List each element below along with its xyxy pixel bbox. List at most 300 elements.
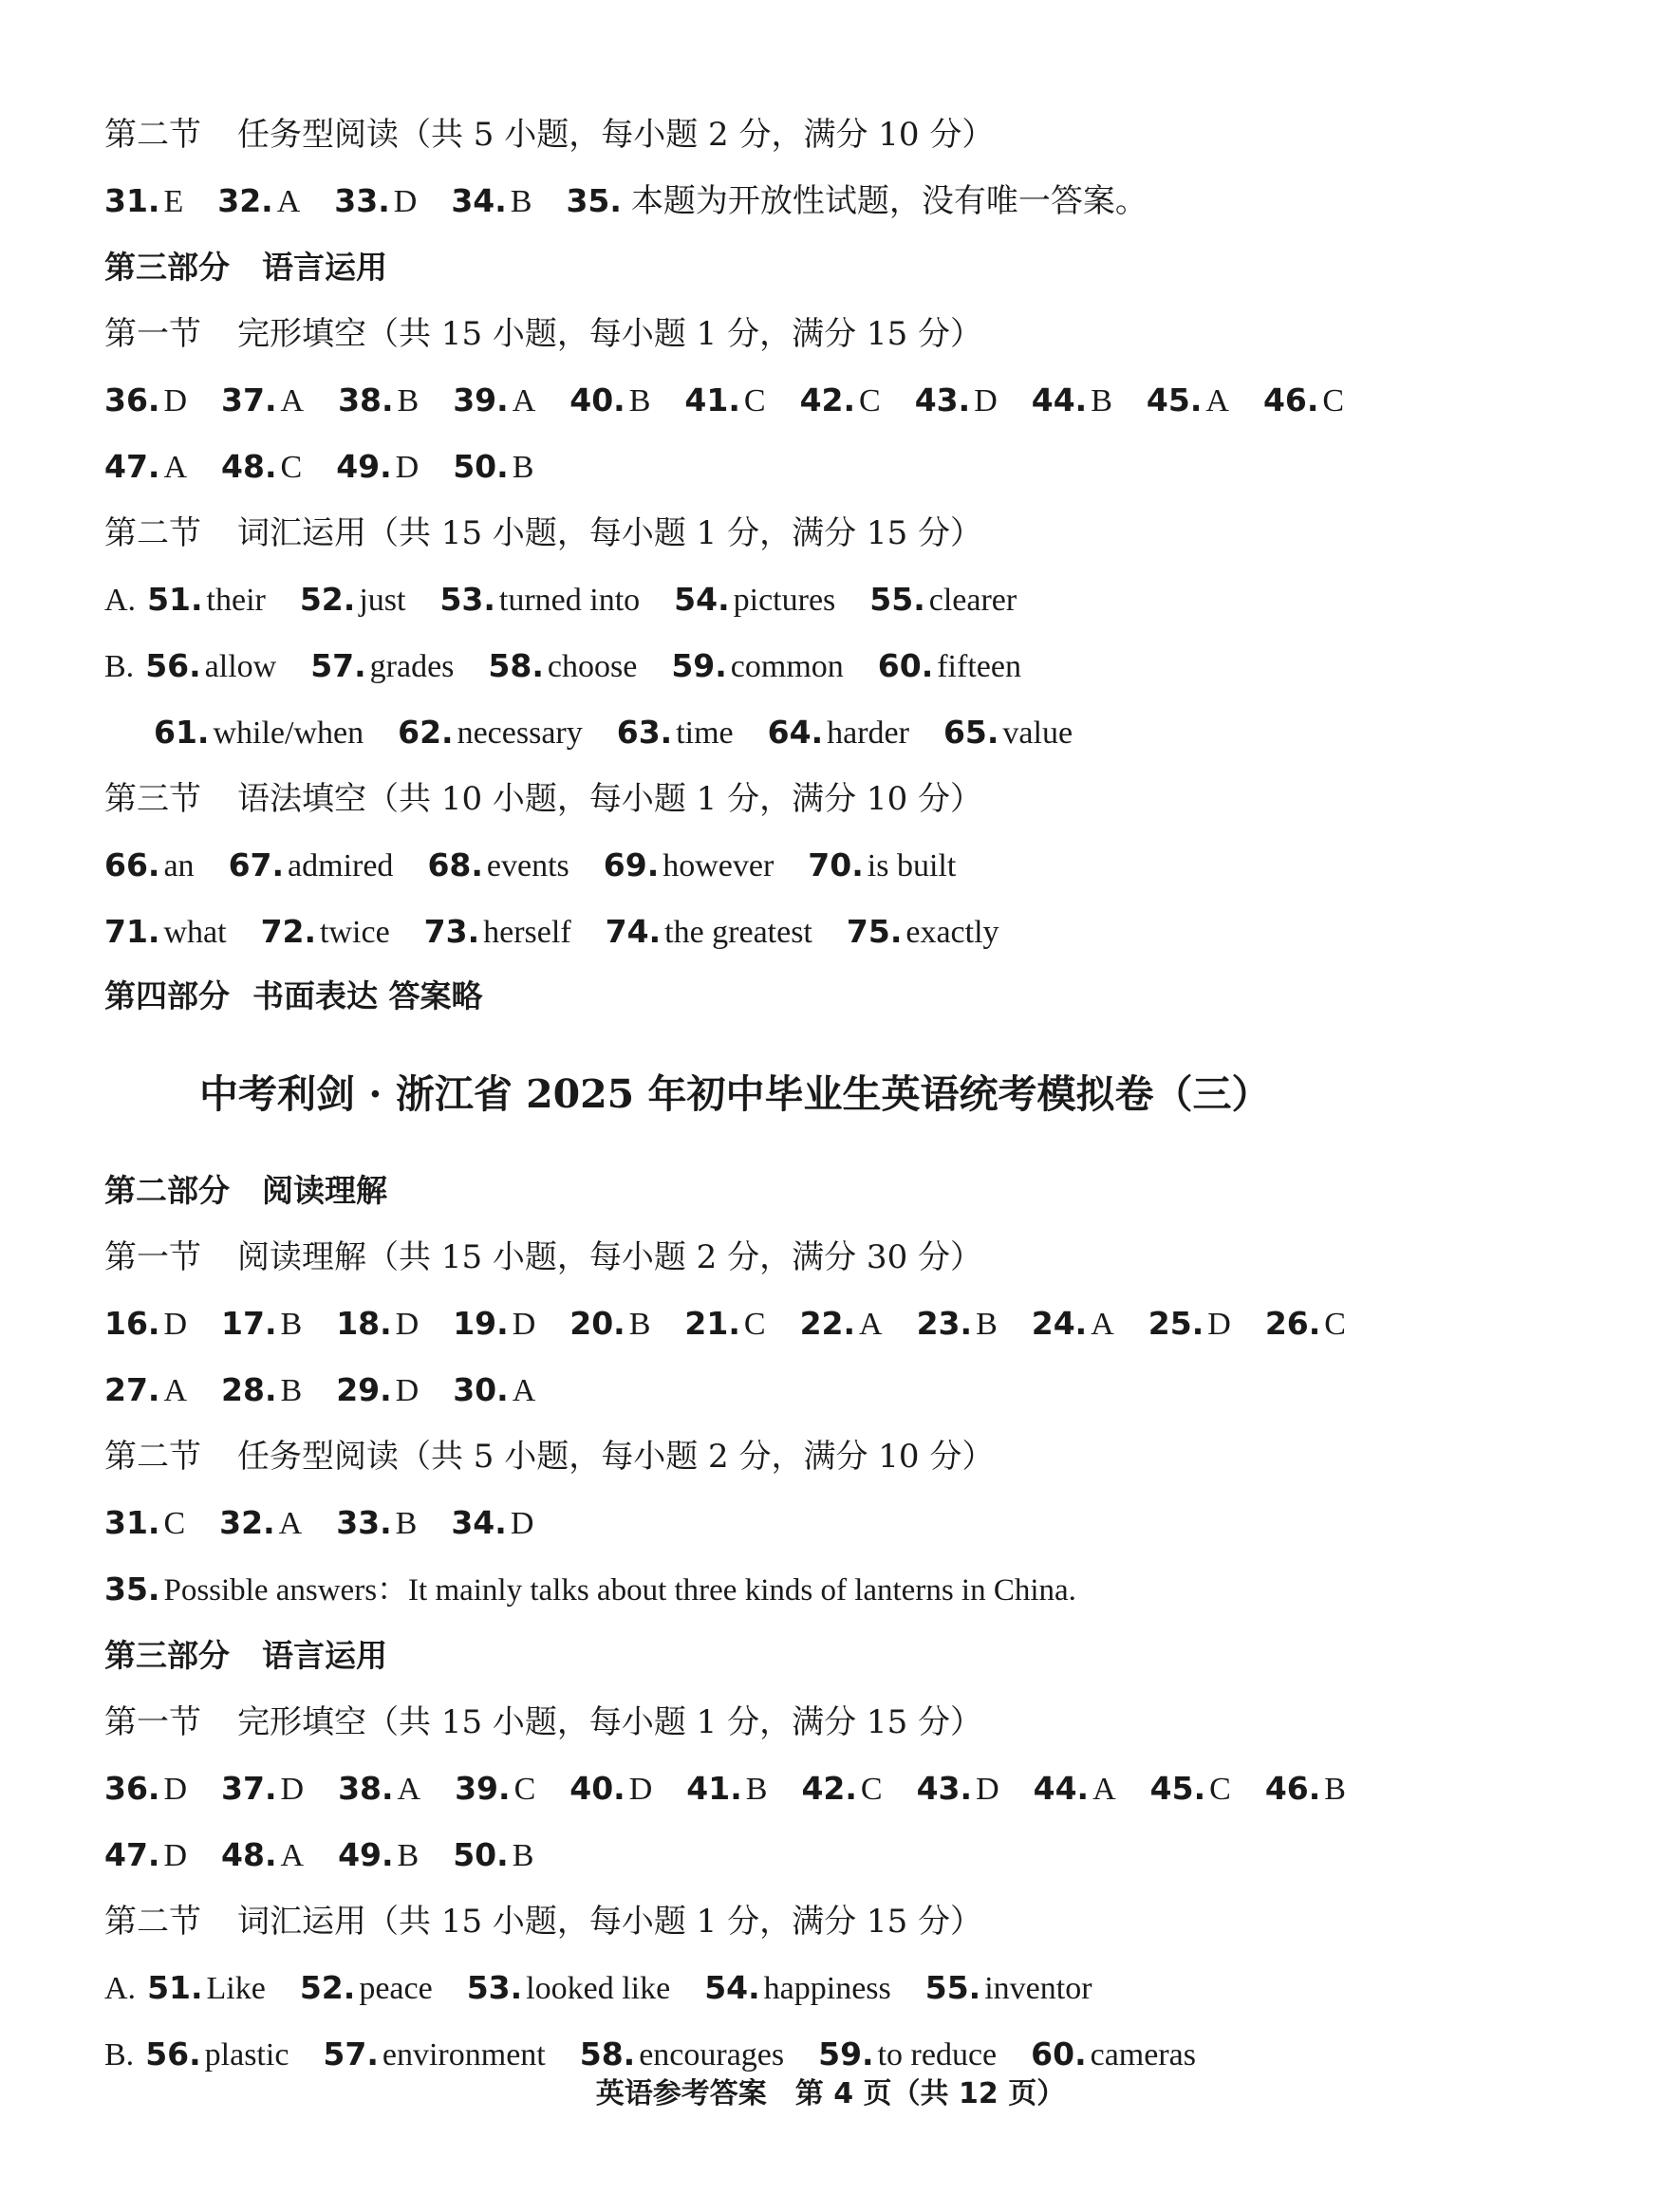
answer-value: grades bbox=[369, 649, 455, 684]
answer-item bbox=[1148, 1295, 1231, 1353]
answer-item bbox=[221, 372, 304, 430]
answer-value: however bbox=[663, 848, 775, 883]
part-heading: 第二部分 bbox=[104, 1172, 230, 1209]
answers-line bbox=[104, 438, 568, 495]
question-number: 46. bbox=[1264, 1770, 1321, 1807]
question-number: 63. bbox=[616, 714, 673, 751]
question-number: 42. bbox=[801, 1770, 857, 1807]
answer-value: D bbox=[976, 1772, 999, 1807]
answer-item bbox=[808, 837, 956, 895]
part-title: 书面表达 答案略 bbox=[252, 977, 483, 1014]
question-number: 25. bbox=[1148, 1305, 1204, 1342]
answer-value: D bbox=[395, 1373, 420, 1408]
answer-value: B bbox=[280, 1307, 303, 1342]
answer-item bbox=[336, 1295, 419, 1353]
question-number: 45. bbox=[1149, 1770, 1206, 1807]
answer-value: A bbox=[1092, 1772, 1116, 1807]
answer-value: encourages bbox=[639, 2037, 785, 2073]
question-number: 59. bbox=[818, 2035, 874, 2073]
question-number: 72. bbox=[260, 913, 317, 950]
answer-item bbox=[300, 571, 406, 629]
question-number: 37. bbox=[221, 1770, 277, 1807]
question-number: 32. bbox=[217, 182, 273, 219]
answer-item bbox=[427, 837, 569, 895]
question-number: 42. bbox=[799, 381, 856, 418]
question-number: 23. bbox=[916, 1305, 973, 1342]
answer-value: A bbox=[1091, 1307, 1114, 1342]
answer-item bbox=[451, 1495, 533, 1552]
answers-line bbox=[104, 1295, 1380, 1352]
section-line bbox=[104, 1694, 982, 1751]
answer-value: A bbox=[512, 383, 536, 418]
answer-item bbox=[801, 1760, 882, 1818]
answer-item bbox=[336, 438, 419, 496]
answer-item bbox=[221, 1827, 304, 1885]
answer-value: C bbox=[860, 1772, 883, 1807]
answer-value: C bbox=[1209, 1772, 1231, 1807]
answer-value: events bbox=[486, 848, 569, 883]
answer-value: D bbox=[510, 1506, 534, 1541]
answer-item bbox=[221, 1760, 304, 1818]
section-line bbox=[104, 1893, 982, 1950]
answer-item bbox=[334, 173, 417, 231]
answer-item bbox=[424, 903, 571, 961]
answer-item bbox=[147, 571, 266, 629]
answer-item bbox=[800, 1295, 883, 1353]
question-number: 31. bbox=[104, 1504, 160, 1541]
question-number: 62. bbox=[398, 714, 454, 751]
answer-item bbox=[104, 173, 183, 231]
answer-value: D bbox=[163, 1838, 188, 1873]
answer-item bbox=[221, 1362, 302, 1420]
answer-value: A bbox=[280, 383, 305, 418]
answer-item bbox=[566, 173, 1147, 230]
question-number: 68. bbox=[427, 846, 483, 883]
answer-value: common bbox=[730, 649, 844, 684]
part-title: 语言运用 bbox=[262, 1637, 387, 1674]
answer-value: to reduce bbox=[877, 2037, 998, 2073]
answer-item bbox=[917, 1295, 998, 1353]
answer-item bbox=[145, 638, 276, 696]
section-line bbox=[104, 1428, 994, 1485]
possible-answer: Possible answers：It mainly talks about three kinds of lanterns in China. bbox=[163, 1573, 1076, 1608]
answer-item bbox=[1034, 1760, 1116, 1818]
part-heading: 第四部分 bbox=[104, 977, 230, 1014]
question-number: 19. bbox=[453, 1305, 509, 1342]
section-label: 第二节 bbox=[104, 116, 201, 154]
question-number: 60. bbox=[1031, 2035, 1087, 2073]
answer-item bbox=[147, 1960, 266, 2017]
answer-value: B bbox=[510, 184, 532, 219]
answer-value: twice bbox=[320, 915, 390, 950]
section-line bbox=[104, 106, 994, 163]
answer-item bbox=[686, 1760, 767, 1818]
question-number: 47. bbox=[104, 1836, 160, 1873]
answer-value: D bbox=[1207, 1307, 1231, 1342]
heading-line bbox=[104, 968, 483, 1025]
answer-value: plastic bbox=[204, 2037, 289, 2073]
answer-item bbox=[453, 1295, 535, 1353]
question-number: 57. bbox=[323, 2035, 379, 2073]
answer-item bbox=[943, 704, 1073, 762]
section-line bbox=[104, 771, 982, 827]
answer-value: B bbox=[1091, 383, 1112, 418]
answer-item bbox=[604, 837, 775, 895]
answers-line bbox=[104, 1760, 1380, 1817]
answer-value: C bbox=[163, 1506, 186, 1541]
question-number: 21. bbox=[684, 1305, 740, 1342]
question-number: 38. bbox=[338, 381, 394, 418]
answer-value: an bbox=[163, 848, 195, 883]
answer-value: D bbox=[393, 184, 418, 219]
answer-item bbox=[300, 1960, 433, 2017]
answer-value: C bbox=[1324, 1307, 1346, 1342]
section-desc: 完形填空（共 15 小题，每小题 1 分，满分 15 分） bbox=[237, 315, 983, 353]
answers-line bbox=[104, 1827, 568, 1884]
answer-value: D bbox=[163, 383, 188, 418]
answer-value: B bbox=[976, 1307, 998, 1342]
answer-value: B bbox=[745, 1772, 768, 1807]
answer-item bbox=[915, 372, 998, 430]
question-number: 57. bbox=[310, 647, 366, 684]
question-number: 69. bbox=[603, 846, 660, 883]
answer-value: the greatest bbox=[664, 915, 812, 950]
heading-line bbox=[104, 1162, 387, 1219]
question-number: 40. bbox=[569, 381, 625, 418]
answer-item bbox=[338, 1827, 419, 1885]
question-number: 32. bbox=[219, 1504, 275, 1541]
answer-item bbox=[455, 1760, 535, 1818]
section-desc: 任务型阅读（共 5 小题，每小题 2 分，满分 10 分） bbox=[237, 116, 995, 154]
answer-value: A bbox=[278, 1506, 303, 1541]
answer-value: B bbox=[628, 1307, 651, 1342]
answer-item bbox=[338, 1760, 420, 1818]
answer-item bbox=[606, 903, 812, 961]
answer-value: B bbox=[1324, 1772, 1346, 1807]
answer-item bbox=[104, 372, 187, 430]
question-number: 43. bbox=[914, 381, 971, 418]
heading-line bbox=[104, 239, 387, 296]
answer-value: herself bbox=[483, 915, 571, 950]
answer-value: environment bbox=[382, 2037, 546, 2073]
answer-item bbox=[104, 1827, 187, 1885]
answer-item bbox=[800, 372, 881, 430]
question-number: 41. bbox=[686, 1770, 742, 1807]
answer-value: cameras bbox=[1090, 2037, 1196, 2073]
answer-value: necessary bbox=[457, 716, 583, 751]
section-label: 第三节 bbox=[104, 780, 201, 818]
question-number: 47. bbox=[104, 448, 160, 485]
answer-value: A bbox=[859, 1307, 883, 1342]
answer-item bbox=[1032, 1295, 1114, 1353]
answer-value: D bbox=[395, 450, 420, 485]
answer-item bbox=[453, 372, 535, 430]
question-number: 17. bbox=[221, 1305, 277, 1342]
answer-item bbox=[451, 173, 532, 231]
answer-value: C bbox=[859, 383, 881, 418]
answer-item bbox=[217, 173, 300, 231]
answer-item bbox=[925, 1960, 1092, 2017]
question-number: 38. bbox=[338, 1770, 394, 1807]
answer-value: turned into bbox=[498, 583, 641, 618]
answer-item bbox=[1032, 372, 1112, 430]
question-number: 26. bbox=[1264, 1305, 1321, 1342]
question-number: 18. bbox=[336, 1305, 392, 1342]
answers-line bbox=[104, 372, 1378, 429]
question-number: 70. bbox=[808, 846, 864, 883]
section-desc: 任务型阅读（共 5 小题，每小题 2 分，满分 10 分） bbox=[237, 1438, 995, 1476]
question-number: 24. bbox=[1031, 1305, 1088, 1342]
answer-value: choose bbox=[547, 649, 638, 684]
question-number: 29. bbox=[336, 1371, 392, 1408]
question-number: 75. bbox=[846, 913, 903, 950]
question-number: 64. bbox=[767, 714, 824, 751]
answers-line bbox=[104, 173, 1182, 230]
question-number: 20. bbox=[569, 1305, 625, 1342]
answer-item bbox=[467, 1960, 671, 2017]
section-desc: 阅读理解（共 15 小题，每小题 2 分，满分 30 分） bbox=[237, 1238, 983, 1276]
answer-item bbox=[261, 903, 390, 961]
question-number: 33. bbox=[334, 182, 390, 219]
question-number: 56. bbox=[145, 647, 201, 684]
answer-value: value bbox=[1002, 716, 1073, 751]
answer-value: harder bbox=[827, 716, 909, 751]
question-number: 16. bbox=[104, 1305, 160, 1342]
answer-value: A bbox=[1205, 383, 1229, 418]
answer-value: D bbox=[395, 1307, 420, 1342]
possible-line bbox=[104, 1561, 1076, 1618]
answer-item bbox=[221, 438, 302, 496]
answer-item bbox=[104, 1362, 187, 1420]
answers-line bbox=[104, 903, 1034, 960]
exam-title: 中考利剑 · 浙江省 2025 年初中毕业生英语统考模拟卷（三） bbox=[199, 1071, 1271, 1117]
answer-value: C bbox=[1322, 383, 1345, 418]
question-number: 35. bbox=[566, 182, 622, 219]
answer-item bbox=[1265, 1760, 1346, 1818]
section-label: 第二节 bbox=[104, 1438, 201, 1476]
answers-line bbox=[104, 638, 1055, 695]
question-number: 37. bbox=[221, 381, 277, 418]
answer-item bbox=[229, 837, 394, 895]
question-number: 30. bbox=[453, 1371, 509, 1408]
answer-value: pictures bbox=[733, 583, 836, 618]
question-number: 22. bbox=[799, 1305, 856, 1342]
answer-item bbox=[704, 1960, 891, 2017]
answer-item bbox=[617, 704, 734, 762]
answer-item bbox=[1263, 372, 1344, 430]
answer-value: exactly bbox=[905, 915, 999, 950]
answer-value: admired bbox=[288, 848, 394, 883]
question-number: 65. bbox=[942, 714, 999, 751]
answer-value: their bbox=[206, 583, 266, 618]
part-heading: 第三部分 bbox=[104, 1637, 230, 1674]
section-label: 第一节 bbox=[104, 1238, 201, 1276]
question-number: 46. bbox=[1262, 381, 1319, 418]
answer-item bbox=[398, 704, 583, 762]
question-number: 43. bbox=[916, 1770, 973, 1807]
answer-item bbox=[453, 1362, 535, 1420]
question-number: 49. bbox=[336, 448, 392, 485]
answer-value: D bbox=[974, 383, 998, 418]
question-number: 34. bbox=[451, 1504, 507, 1541]
question-number: 40. bbox=[569, 1770, 625, 1807]
section-line bbox=[104, 505, 982, 562]
answer-value: peace bbox=[359, 1971, 433, 2006]
question-number: 45. bbox=[1146, 381, 1203, 418]
question-number: 44. bbox=[1031, 381, 1088, 418]
answer-value: D bbox=[163, 1307, 188, 1342]
subsection-prefix: A. bbox=[104, 1971, 137, 2006]
question-number: 48. bbox=[221, 448, 277, 485]
question-number: 52. bbox=[299, 581, 356, 618]
question-number: 27. bbox=[104, 1371, 160, 1408]
question-number: 55. bbox=[924, 1969, 981, 2006]
answer-value: while/when bbox=[213, 716, 364, 751]
question-number: 51. bbox=[147, 581, 203, 618]
answer-item bbox=[104, 438, 187, 496]
question-number: 41. bbox=[684, 381, 740, 418]
answer-value: happiness bbox=[763, 1971, 891, 2006]
question-number: 60. bbox=[877, 647, 934, 684]
answer-item bbox=[336, 1495, 417, 1552]
answer-value: looked like bbox=[526, 1971, 671, 2006]
answer-value: is built bbox=[867, 848, 957, 883]
section-line bbox=[104, 1229, 982, 1286]
answer-item bbox=[154, 704, 364, 762]
answer-value: A bbox=[163, 1373, 188, 1408]
answer-value: A bbox=[512, 1373, 536, 1408]
answer-item bbox=[674, 571, 835, 629]
answer-value: clearer bbox=[928, 583, 1017, 618]
section-desc: 词汇运用（共 15 小题，每小题 1 分，满分 15 分） bbox=[237, 514, 983, 552]
answer-value: Like bbox=[206, 1971, 266, 2006]
answer-value: B bbox=[512, 1838, 534, 1873]
question-number: 35. bbox=[104, 1571, 160, 1608]
answer-item bbox=[878, 638, 1021, 696]
question-number: 54. bbox=[674, 581, 730, 618]
section-line bbox=[104, 306, 982, 362]
answer-value: allow bbox=[204, 649, 277, 684]
answer-item bbox=[310, 638, 454, 696]
answer-value: inventor bbox=[984, 1971, 1092, 2006]
answer-value: B bbox=[512, 450, 534, 485]
answer-item bbox=[569, 1760, 652, 1818]
question-number: 50. bbox=[453, 1836, 509, 1873]
answer-item bbox=[847, 903, 999, 961]
question-number: 49. bbox=[338, 1836, 394, 1873]
answer-item bbox=[869, 571, 1017, 629]
subsection-prefix: A. bbox=[104, 583, 137, 618]
answer-value: 本题为开放性试题，没有唯一答案。 bbox=[630, 182, 1148, 220]
answer-item bbox=[488, 638, 637, 696]
answers-line bbox=[104, 1495, 568, 1552]
answer-value: A bbox=[163, 450, 188, 485]
answer-value: fifteen bbox=[937, 649, 1021, 684]
answer-item bbox=[221, 1295, 302, 1353]
question-number: 74. bbox=[605, 913, 662, 950]
part-heading: 第三部分 bbox=[104, 249, 230, 286]
answers-line bbox=[154, 704, 1107, 761]
answer-value: A bbox=[397, 1772, 421, 1807]
answer-value: what bbox=[163, 915, 227, 950]
answer-item bbox=[1147, 372, 1229, 430]
answer-item bbox=[768, 704, 909, 762]
question-number: 73. bbox=[423, 913, 480, 950]
answer-value: D bbox=[628, 1772, 653, 1807]
answer-value: D bbox=[280, 1772, 305, 1807]
question-number: 48. bbox=[221, 1836, 277, 1873]
answer-item bbox=[1265, 1295, 1346, 1353]
answer-item bbox=[453, 438, 533, 496]
question-number: 67. bbox=[228, 846, 285, 883]
question-number: 61. bbox=[154, 714, 210, 751]
answer-item bbox=[569, 372, 650, 430]
question-number: 58. bbox=[488, 647, 544, 684]
question-number: 31. bbox=[104, 182, 160, 219]
answer-item bbox=[104, 1760, 187, 1818]
answer-value: just bbox=[359, 583, 406, 618]
answer-value: A bbox=[280, 1838, 305, 1873]
page-footer: 英语参考答案 第 4 页（共 12 页） bbox=[595, 2077, 1066, 2110]
answer-value: D bbox=[163, 1772, 188, 1807]
answer-item bbox=[336, 1362, 419, 1420]
question-number: 54. bbox=[704, 1969, 760, 2006]
question-number: 53. bbox=[439, 581, 495, 618]
question-number: 39. bbox=[453, 381, 509, 418]
answer-value: D bbox=[512, 1307, 536, 1342]
subsection-prefix: B. bbox=[104, 649, 135, 684]
answer-item bbox=[219, 1495, 302, 1552]
answer-item bbox=[1150, 1760, 1231, 1818]
subsection-prefix: B. bbox=[104, 2037, 135, 2073]
answer-value: C bbox=[743, 1307, 766, 1342]
section-label: 第一节 bbox=[104, 315, 201, 353]
question-number: 50. bbox=[453, 448, 509, 485]
answer-value: C bbox=[513, 1772, 536, 1807]
question-number: 58. bbox=[579, 2035, 636, 2073]
answer-value: C bbox=[280, 450, 303, 485]
answer-item bbox=[104, 1295, 187, 1353]
question-number: 59. bbox=[671, 647, 727, 684]
answer-value: B bbox=[397, 383, 420, 418]
section-label: 第二节 bbox=[104, 514, 201, 552]
question-number: 33. bbox=[336, 1504, 392, 1541]
answers-line bbox=[104, 571, 1051, 628]
answer-item bbox=[684, 372, 765, 430]
question-number: 44. bbox=[1033, 1770, 1090, 1807]
section-label: 第二节 bbox=[104, 1903, 201, 1941]
question-number: 66. bbox=[104, 846, 160, 883]
answer-value: C bbox=[743, 383, 766, 418]
question-number: 52. bbox=[299, 1969, 356, 2006]
answer-item bbox=[104, 903, 227, 961]
answer-item bbox=[684, 1295, 765, 1353]
answer-item bbox=[671, 638, 843, 696]
question-number: 55. bbox=[869, 581, 925, 618]
answer-item bbox=[104, 1495, 185, 1552]
answer-value: B bbox=[280, 1373, 303, 1408]
answer-item bbox=[338, 372, 419, 430]
heading-line bbox=[104, 1627, 387, 1684]
answer-value: B bbox=[397, 1838, 420, 1873]
question-number: 34. bbox=[451, 182, 507, 219]
section-label: 第一节 bbox=[104, 1703, 201, 1741]
question-number: 28. bbox=[221, 1371, 277, 1408]
question-number: 36. bbox=[104, 1770, 160, 1807]
answer-item bbox=[569, 1295, 650, 1353]
question-number: 36. bbox=[104, 381, 160, 418]
answer-item bbox=[439, 571, 640, 629]
